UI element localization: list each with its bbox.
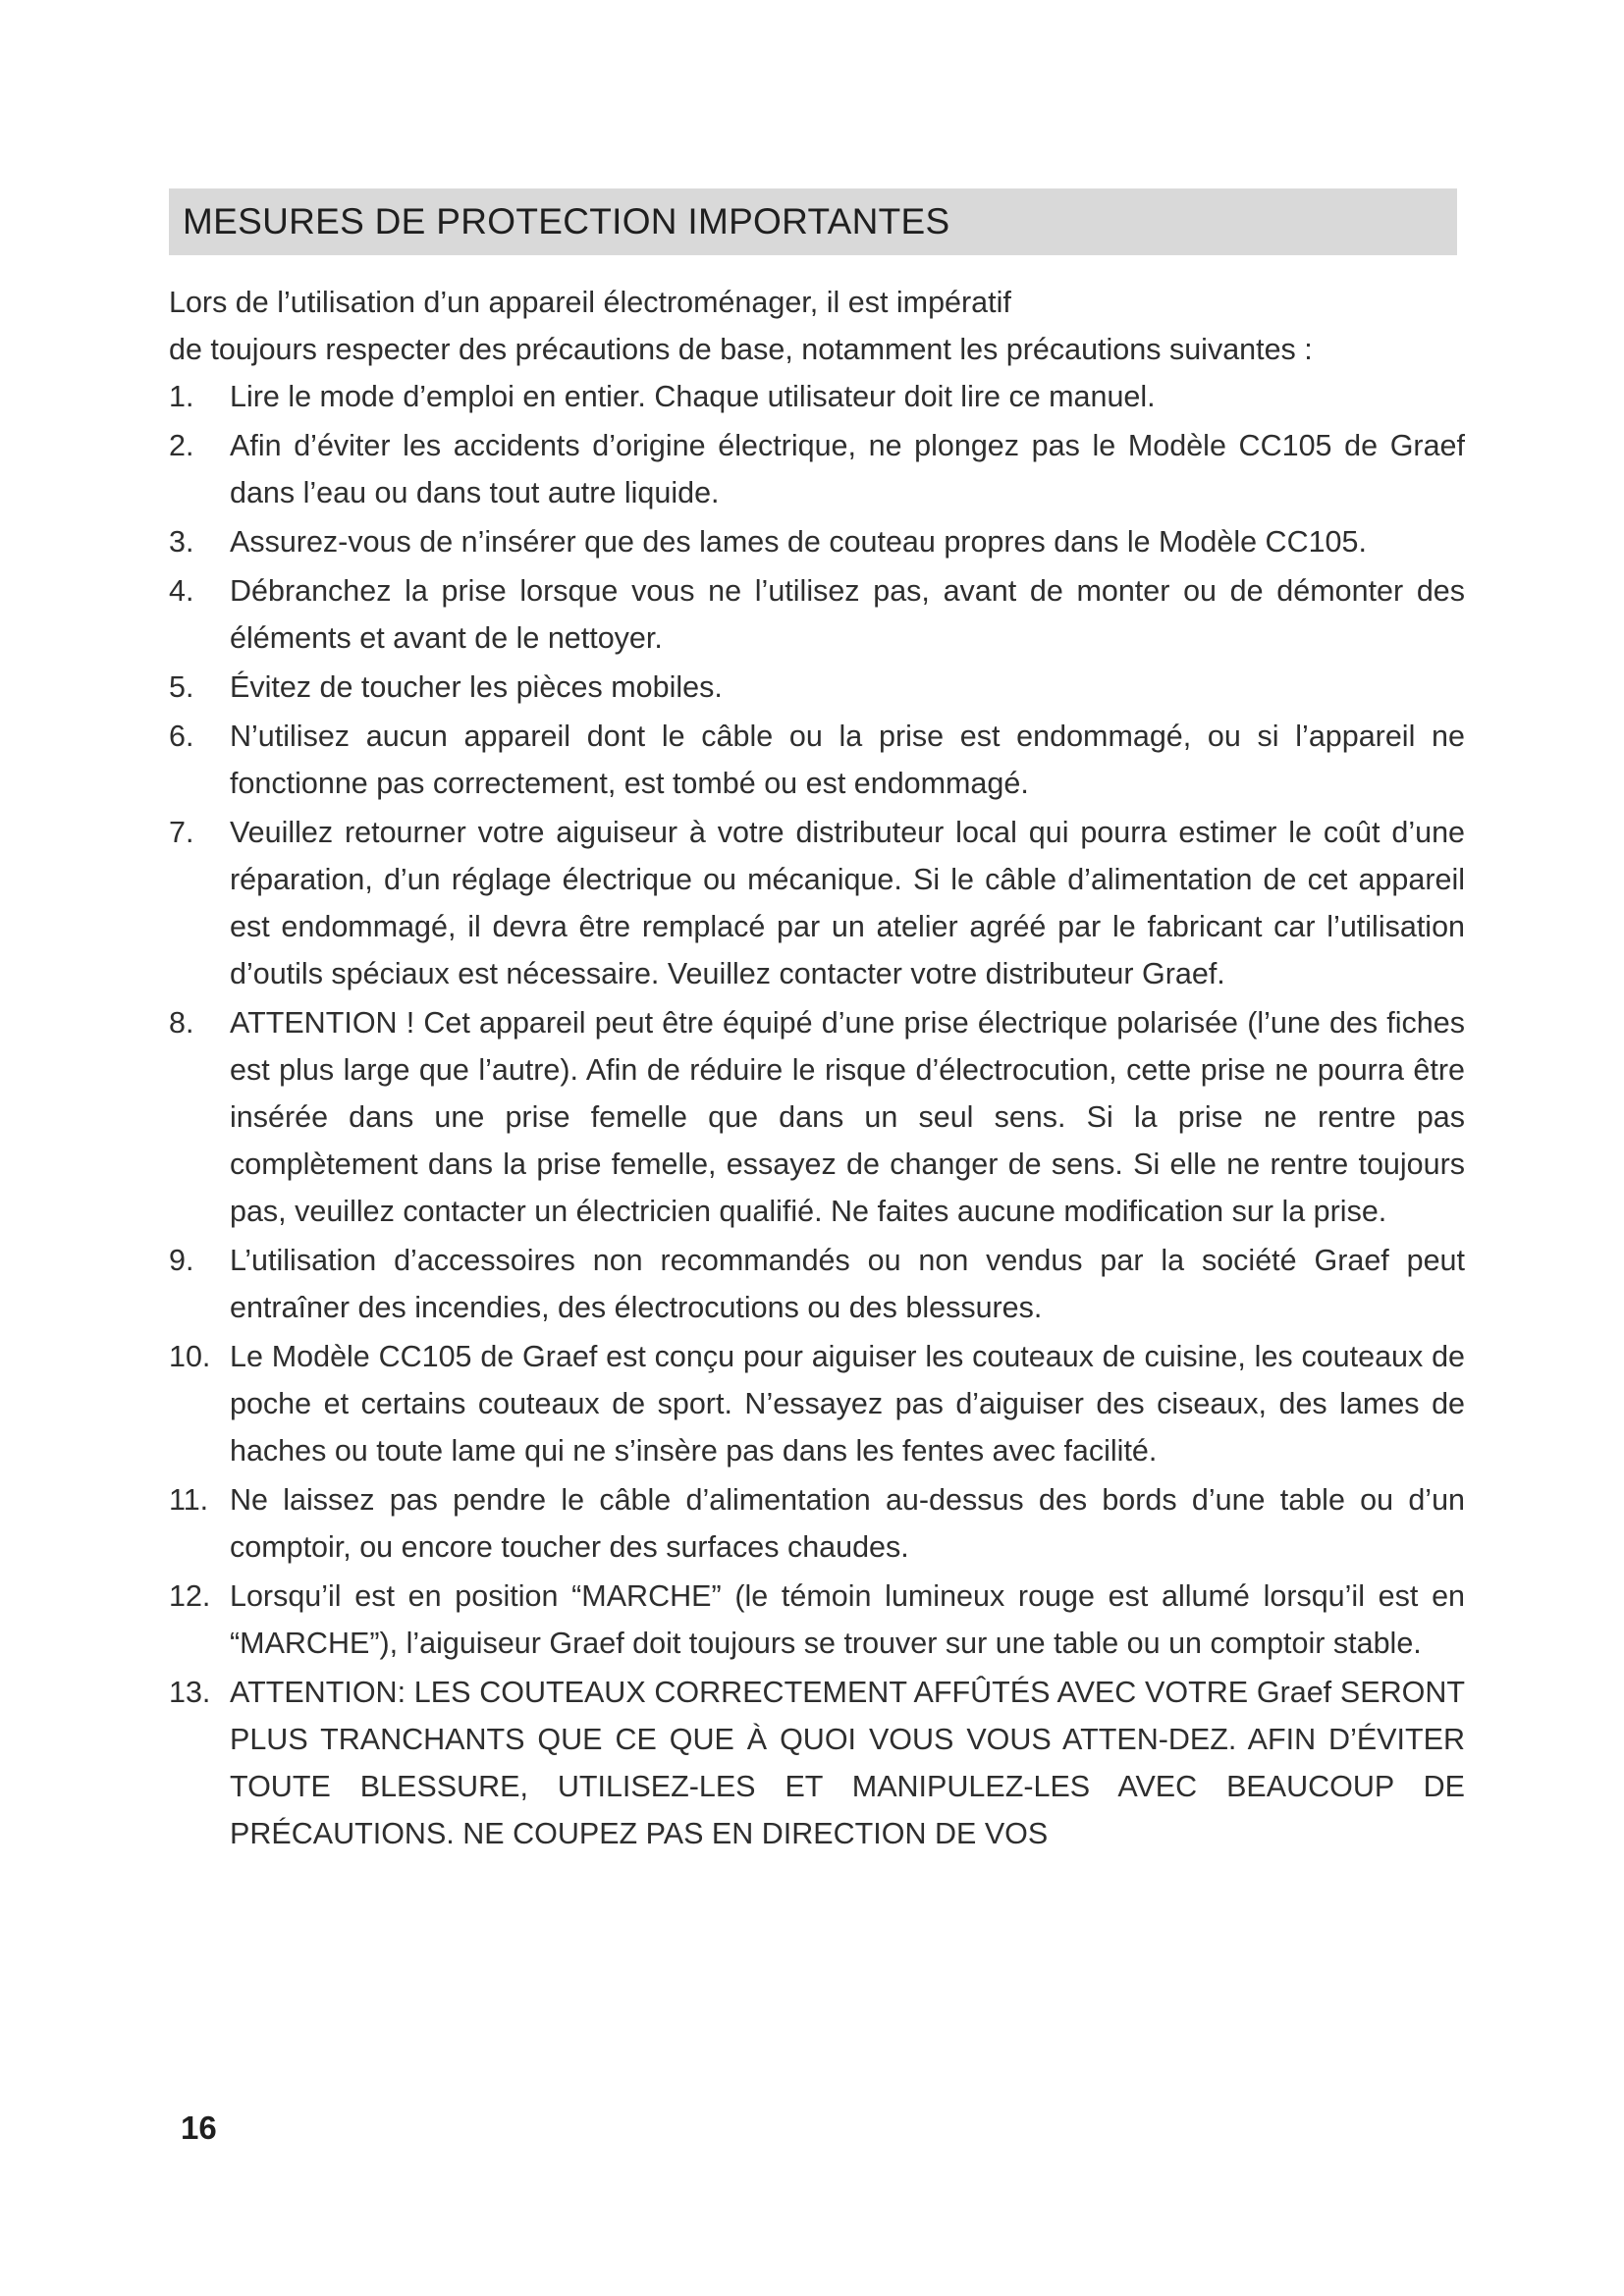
list-item	[169, 1573, 1465, 1667]
list-item	[169, 1333, 1465, 1474]
page-content	[169, 279, 1465, 1859]
list-item-number: 6.	[169, 720, 194, 753]
list-item	[169, 373, 1465, 420]
list-item	[169, 567, 1465, 662]
list-item-text: Évitez de toucher les pièces mobiles.	[230, 670, 723, 704]
list-item-number: 12.	[169, 1579, 211, 1613]
list-item-text: ATTENTION ! Cet appareil peut être équipé d’une prise électrique polarisée (l’une des fiches est plus large que l’autre). Afin de réduire le risque d’électrocution, cette prise ne pourra être insérée dans une prise femelle que dans un seul sens. Si la prise ne rentre pas complètement dans la prise femelle, essayez de changer de sens. Si elle ne rentre toujours pas, veuillez contacter un électricien qualifié. Ne faites aucune modification sur la prise.	[230, 1006, 1465, 1228]
list-item-number: 1.	[169, 380, 194, 413]
list-item-text: Ne laissez pas pendre le câble d’alimentation au-dessus des bords d’une table ou d’un comptoir, ou encore toucher des surfaces chaudes.	[230, 1483, 1465, 1564]
list-item-text: N’utilisez aucun appareil dont le câble ou la prise est endommagé, ou si l’appareil ne fonctionne pas correctement, est tombé ou est endommagé.	[230, 720, 1465, 800]
list-item-number: 9.	[169, 1244, 194, 1277]
list-item-number: 5.	[169, 670, 194, 704]
safety-list	[169, 373, 1465, 1857]
list-item-text: ATTENTION: LES COUTEAUX CORRECTEMENT AFFÛTÉS AVEC VOTRE Graef SERONT PLUS TRANCHANTS QUE CE QUE À QUOI VOUS VOUS ATTEN-DEZ. AFIN D’ÉVITER TOUTE BLESSURE, UTILISEZ-LES ET MANIPULEZ-LES AVEC BEAUCOUP DE PRÉCAUTIONS. NE COUPEZ PAS EN DIRECTION DE VOS	[230, 1676, 1465, 1850]
list-item	[169, 1237, 1465, 1331]
list-item-text: Assurez-vous de n’insérer que des lames de couteau propres dans le Modèle CC105.	[230, 525, 1367, 559]
section-heading: MESURES DE PROTECTION IMPORTANTES	[183, 201, 950, 241]
list-item	[169, 1476, 1465, 1571]
list-item-number: 3.	[169, 525, 194, 559]
list-item-text: Afin d’éviter les accidents d’origine électrique, ne plongez pas le Modèle CC105 de Graef dans l’eau ou dans tout autre liquide.	[230, 429, 1465, 509]
list-item-number: 13.	[169, 1676, 211, 1709]
intro-line-2: de toujours respecter des précautions de base, notamment les précautions suivantes :	[169, 333, 1313, 366]
list-item-number: 8.	[169, 1006, 194, 1040]
list-item	[169, 999, 1465, 1235]
list-item-number: 11.	[169, 1483, 209, 1517]
list-item-text: Débranchez la prise lorsque vous ne l’utilisez pas, avant de monter ou de démonter des éléments et avant de le nettoyer.	[230, 574, 1465, 655]
list-item-text: Lire le mode d’emploi en entier. Chaque utilisateur doit lire ce manuel.	[230, 380, 1156, 413]
list-item-number: 10.	[169, 1340, 211, 1373]
list-item	[169, 713, 1465, 807]
list-item	[169, 809, 1465, 997]
list-item	[169, 664, 1465, 711]
list-item-text: Veuillez retourner votre aiguiseur à votre distributeur local qui pourra estimer le coût d’une réparation, d’un réglage électrique ou mécanique. Si le câble d’alimentation de cet appareil est endommagé, il devra être remplacé par un atelier agréé par le fabricant car l’utilisation d’outils spéciaux est nécessaire. Veuillez contacter votre distributeur Graef.	[230, 816, 1465, 990]
intro-line-1: Lors de l’utilisation d’un appareil électroménager, il est impératif	[169, 286, 1011, 319]
list-item-number: 7.	[169, 816, 194, 849]
list-item	[169, 422, 1465, 516]
list-item-text: Lorsqu’il est en position “MARCHE” (le témoin lumineux rouge est allumé lorsqu’il est en “MARCHE”), l’aiguiseur Graef doit toujours se trouver sur une table ou un comptoir stable.	[230, 1579, 1465, 1660]
section-heading-bar	[169, 188, 1457, 255]
list-item-number: 4.	[169, 574, 194, 608]
list-item	[169, 518, 1465, 565]
list-item-text: L’utilisation d’accessoires non recommandés ou non vendus par la société Graef peut entraîner des incendies, des électrocutions ou des blessures.	[230, 1244, 1465, 1324]
list-item-number: 2.	[169, 429, 194, 462]
list-item-text: Le Modèle CC105 de Graef est conçu pour aiguiser les couteaux de cuisine, les couteaux de poche et certains couteaux de sport. N’essayez pas d’aiguiser des ciseaux, des lames de haches ou toute lame qui ne s’insère pas dans les fentes avec facilité.	[230, 1340, 1465, 1468]
page-number: 16	[181, 2109, 217, 2146]
list-item	[169, 1669, 1465, 1857]
